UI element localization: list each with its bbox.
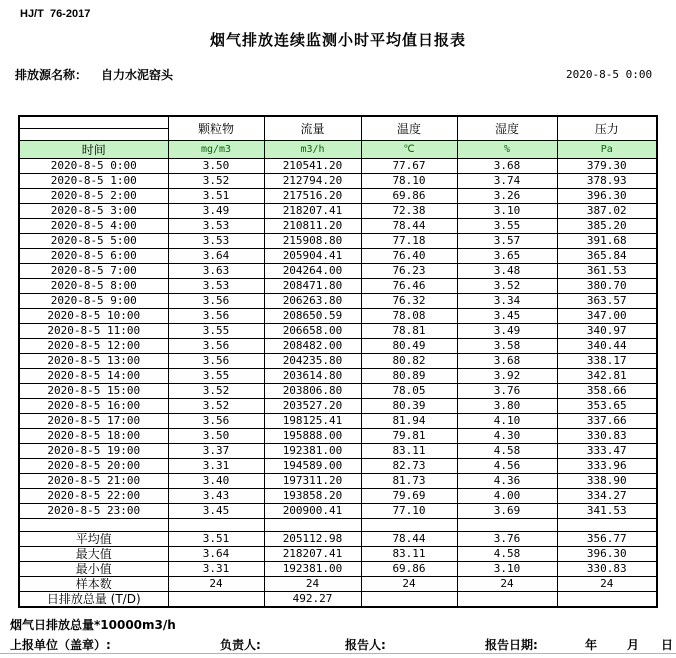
summary-value-cell: 218207.41 bbox=[264, 547, 361, 562]
time-cell: 2020-8-5 7:00 bbox=[19, 264, 168, 279]
value-cell: 3.56 bbox=[168, 309, 264, 324]
summary-value-cell bbox=[361, 592, 457, 608]
table-row bbox=[19, 279, 657, 294]
summary-value-cell: 3.31 bbox=[168, 562, 264, 577]
value-cell: 3.64 bbox=[168, 249, 264, 264]
value-cell: 358.66 bbox=[557, 384, 657, 399]
table-row bbox=[19, 219, 657, 234]
summary-value-cell: 83.11 bbox=[361, 547, 457, 562]
day-label: 日 bbox=[661, 638, 674, 652]
summary-value-cell: 330.83 bbox=[557, 562, 657, 577]
summary-label-sample-count: 样本数 bbox=[19, 577, 168, 592]
summary-row-sample-count bbox=[19, 577, 657, 592]
value-cell: 77.18 bbox=[361, 234, 457, 249]
value-cell: 83.11 bbox=[361, 444, 457, 459]
value-cell: 3.68 bbox=[457, 159, 557, 174]
value-cell: 347.00 bbox=[557, 309, 657, 324]
table-row bbox=[19, 249, 657, 264]
source-row bbox=[15, 66, 173, 83]
time-cell: 2020-8-5 0:00 bbox=[19, 159, 168, 174]
blank-cell bbox=[361, 519, 457, 532]
time-cell: 2020-8-5 12:00 bbox=[19, 339, 168, 354]
reporter-label: 报告人: bbox=[345, 638, 386, 652]
summary-row-max bbox=[19, 547, 657, 562]
value-cell: 76.46 bbox=[361, 279, 457, 294]
value-cell: 80.82 bbox=[361, 354, 457, 369]
table-row bbox=[19, 354, 657, 369]
summary-value-cell: 3.76 bbox=[457, 532, 557, 547]
value-cell: 3.55 bbox=[457, 219, 557, 234]
summary-value-cell: 69.86 bbox=[361, 562, 457, 577]
source-name-label: 排放源名称： bbox=[15, 68, 88, 82]
table-row bbox=[19, 234, 657, 249]
value-cell: 3.50 bbox=[168, 159, 264, 174]
blank-cell bbox=[168, 519, 264, 532]
time-cell: 2020-8-5 5:00 bbox=[19, 234, 168, 249]
value-cell: 3.45 bbox=[168, 504, 264, 519]
value-cell: 210811.20 bbox=[264, 219, 361, 234]
responsible-person-label: 负责人: bbox=[220, 638, 261, 652]
table-row bbox=[19, 264, 657, 279]
table-row bbox=[19, 309, 657, 324]
month-label: 月 bbox=[627, 638, 640, 652]
value-cell: 79.69 bbox=[361, 489, 457, 504]
value-cell: 78.81 bbox=[361, 324, 457, 339]
value-cell: 3.52 bbox=[168, 399, 264, 414]
separator-body bbox=[19, 519, 657, 532]
summary-label-daily-total: 日排放总量 (T/D) bbox=[19, 592, 168, 608]
table-row bbox=[19, 504, 657, 519]
value-cell: 391.68 bbox=[557, 234, 657, 249]
time-cell: 2020-8-5 11:00 bbox=[19, 324, 168, 339]
value-cell: 3.50 bbox=[168, 429, 264, 444]
summary-rows-body bbox=[19, 532, 657, 608]
value-cell: 3.55 bbox=[168, 324, 264, 339]
value-cell: 340.97 bbox=[557, 324, 657, 339]
unit-flow: m3/h bbox=[264, 141, 361, 159]
value-cell: 379.30 bbox=[557, 159, 657, 174]
time-cell: 2020-8-5 9:00 bbox=[19, 294, 168, 309]
summary-label-max: 最大值 bbox=[19, 547, 168, 562]
value-cell: 193858.20 bbox=[264, 489, 361, 504]
value-cell: 3.56 bbox=[168, 339, 264, 354]
value-cell: 204264.00 bbox=[264, 264, 361, 279]
time-cell: 2020-8-5 21:00 bbox=[19, 474, 168, 489]
value-cell: 3.53 bbox=[168, 279, 264, 294]
value-cell: 4.30 bbox=[457, 429, 557, 444]
time-header-spacer-bottom bbox=[19, 129, 168, 141]
reporting-unit-label: 上报单位（盖章）: bbox=[10, 638, 111, 652]
table-row bbox=[19, 294, 657, 309]
value-cell: 80.39 bbox=[361, 399, 457, 414]
value-cell: 208482.00 bbox=[264, 339, 361, 354]
col-header-particulate: 颗粒物 bbox=[168, 116, 264, 141]
unit-pressure: Pa bbox=[557, 141, 657, 159]
time-cell: 2020-8-5 13:00 bbox=[19, 354, 168, 369]
value-cell: 76.23 bbox=[361, 264, 457, 279]
blank-cell bbox=[19, 519, 168, 532]
summary-value-cell: 205112.98 bbox=[264, 532, 361, 547]
value-cell: 210541.20 bbox=[264, 159, 361, 174]
value-cell: 363.57 bbox=[557, 294, 657, 309]
signature-row bbox=[0, 636, 676, 652]
value-cell: 215908.80 bbox=[264, 234, 361, 249]
summary-value-cell: 24 bbox=[168, 577, 264, 592]
value-cell: 203614.80 bbox=[264, 369, 361, 384]
value-cell: 208650.59 bbox=[264, 309, 361, 324]
value-cell: 333.96 bbox=[557, 459, 657, 474]
bottom-divider bbox=[0, 653, 676, 654]
value-cell: 333.47 bbox=[557, 444, 657, 459]
value-cell: 4.36 bbox=[457, 474, 557, 489]
time-cell: 2020-8-5 8:00 bbox=[19, 279, 168, 294]
summary-row-average bbox=[19, 532, 657, 547]
table-row bbox=[19, 459, 657, 474]
time-cell: 2020-8-5 22:00 bbox=[19, 489, 168, 504]
value-cell: 78.44 bbox=[361, 219, 457, 234]
table-row bbox=[19, 159, 657, 174]
value-cell: 3.45 bbox=[457, 309, 557, 324]
unit-humidity: % bbox=[457, 141, 557, 159]
value-cell: 206263.80 bbox=[264, 294, 361, 309]
value-cell: 205904.41 bbox=[264, 249, 361, 264]
value-cell: 3.53 bbox=[168, 219, 264, 234]
summary-value-cell: 356.77 bbox=[557, 532, 657, 547]
value-cell: 3.52 bbox=[168, 174, 264, 189]
value-cell: 338.17 bbox=[557, 354, 657, 369]
value-cell: 3.76 bbox=[457, 384, 557, 399]
summary-value-cell: 78.44 bbox=[361, 532, 457, 547]
value-cell: 3.92 bbox=[457, 369, 557, 384]
value-cell: 387.02 bbox=[557, 204, 657, 219]
table-row bbox=[19, 339, 657, 354]
value-cell: 341.53 bbox=[557, 504, 657, 519]
value-cell: 208471.80 bbox=[264, 279, 361, 294]
col-header-temperature: 温度 bbox=[361, 116, 457, 141]
value-cell: 72.38 bbox=[361, 204, 457, 219]
col-header-pressure: 压力 bbox=[557, 116, 657, 141]
value-cell: 77.67 bbox=[361, 159, 457, 174]
value-cell: 330.83 bbox=[557, 429, 657, 444]
value-cell: 80.49 bbox=[361, 339, 457, 354]
value-cell: 338.90 bbox=[557, 474, 657, 489]
time-cell: 2020-8-5 6:00 bbox=[19, 249, 168, 264]
time-cell: 2020-8-5 10:00 bbox=[19, 309, 168, 324]
value-cell: 203806.80 bbox=[264, 384, 361, 399]
time-cell: 2020-8-5 20:00 bbox=[19, 459, 168, 474]
value-cell: 353.65 bbox=[557, 399, 657, 414]
value-cell: 334.27 bbox=[557, 489, 657, 504]
value-cell: 218207.41 bbox=[264, 204, 361, 219]
value-cell: 3.63 bbox=[168, 264, 264, 279]
doc-code: HJ/T 76-2017 bbox=[20, 8, 91, 20]
table-row bbox=[19, 444, 657, 459]
value-cell: 192381.00 bbox=[264, 444, 361, 459]
value-cell: 206658.00 bbox=[264, 324, 361, 339]
time-header-spacer-top bbox=[19, 116, 168, 129]
value-cell: 3.49 bbox=[168, 204, 264, 219]
report-datetime: 2020-8-5 0:00 bbox=[566, 68, 653, 81]
page-title: 烟气排放连续监测小时平均值日报表 bbox=[209, 31, 466, 49]
summary-value-cell: 396.30 bbox=[557, 547, 657, 562]
value-cell: 3.51 bbox=[168, 189, 264, 204]
value-cell: 3.80 bbox=[457, 399, 557, 414]
value-cell: 198125.41 bbox=[264, 414, 361, 429]
table-header-body bbox=[19, 116, 657, 159]
table-row bbox=[19, 174, 657, 189]
value-cell: 361.53 bbox=[557, 264, 657, 279]
value-cell: 3.57 bbox=[457, 234, 557, 249]
col-header-flow: 流量 bbox=[264, 116, 361, 141]
time-cell: 2020-8-5 4:00 bbox=[19, 219, 168, 234]
value-cell: 4.56 bbox=[457, 459, 557, 474]
value-cell: 3.10 bbox=[457, 204, 557, 219]
value-cell: 3.52 bbox=[168, 384, 264, 399]
value-cell: 82.73 bbox=[361, 459, 457, 474]
monitoring-table bbox=[18, 115, 658, 608]
time-cell: 2020-8-5 18:00 bbox=[19, 429, 168, 444]
value-cell: 78.05 bbox=[361, 384, 457, 399]
value-cell: 3.68 bbox=[457, 354, 557, 369]
time-cell: 2020-8-5 16:00 bbox=[19, 399, 168, 414]
summary-value-cell: 24 bbox=[557, 577, 657, 592]
value-cell: 3.65 bbox=[457, 249, 557, 264]
blank-cell bbox=[557, 519, 657, 532]
value-cell: 342.81 bbox=[557, 369, 657, 384]
value-cell: 3.55 bbox=[168, 369, 264, 384]
value-cell: 79.81 bbox=[361, 429, 457, 444]
value-cell: 78.10 bbox=[361, 174, 457, 189]
value-cell: 78.08 bbox=[361, 309, 457, 324]
value-cell: 3.43 bbox=[168, 489, 264, 504]
time-cell: 2020-8-5 15:00 bbox=[19, 384, 168, 399]
value-cell: 337.66 bbox=[557, 414, 657, 429]
value-cell: 3.56 bbox=[168, 294, 264, 309]
value-cell: 3.52 bbox=[457, 279, 557, 294]
unit-row bbox=[19, 141, 657, 159]
unit-particulate: mg/m3 bbox=[168, 141, 264, 159]
summary-value-cell: 24 bbox=[361, 577, 457, 592]
summary-value-cell: 3.64 bbox=[168, 547, 264, 562]
time-cell: 2020-8-5 23:00 bbox=[19, 504, 168, 519]
table-row bbox=[19, 324, 657, 339]
value-cell: 365.84 bbox=[557, 249, 657, 264]
summary-label-min: 最小值 bbox=[19, 562, 168, 577]
summary-value-cell: 492.27 bbox=[264, 592, 361, 608]
value-cell: 69.86 bbox=[361, 189, 457, 204]
time-cell: 2020-8-5 19:00 bbox=[19, 444, 168, 459]
source-name-value: 自力水泥窑头 bbox=[101, 68, 174, 82]
summary-value-cell: 3.51 bbox=[168, 532, 264, 547]
value-cell: 197311.20 bbox=[264, 474, 361, 489]
value-cell: 80.89 bbox=[361, 369, 457, 384]
value-cell: 76.40 bbox=[361, 249, 457, 264]
value-cell: 204235.80 bbox=[264, 354, 361, 369]
summary-value-cell bbox=[168, 592, 264, 608]
time-cell: 2020-8-5 2:00 bbox=[19, 189, 168, 204]
time-cell: 2020-8-5 14:00 bbox=[19, 369, 168, 384]
value-cell: 3.56 bbox=[168, 354, 264, 369]
summary-value-cell: 24 bbox=[264, 577, 361, 592]
value-cell: 76.32 bbox=[361, 294, 457, 309]
summary-value-cell bbox=[457, 592, 557, 608]
summary-label-average: 平均值 bbox=[19, 532, 168, 547]
value-cell: 212794.20 bbox=[264, 174, 361, 189]
table-row bbox=[19, 369, 657, 384]
summary-value-cell: 24 bbox=[457, 577, 557, 592]
value-cell: 81.73 bbox=[361, 474, 457, 489]
time-cell: 2020-8-5 1:00 bbox=[19, 174, 168, 189]
value-cell: 194589.00 bbox=[264, 459, 361, 474]
time-header-cell: 时间 bbox=[19, 141, 168, 159]
data-rows-body bbox=[19, 159, 657, 519]
time-cell: 2020-8-5 17:00 bbox=[19, 414, 168, 429]
header-row-top bbox=[19, 116, 657, 129]
value-cell: 340.44 bbox=[557, 339, 657, 354]
value-cell: 3.53 bbox=[168, 234, 264, 249]
value-cell: 4.58 bbox=[457, 444, 557, 459]
table-row bbox=[19, 489, 657, 504]
summary-value-cell: 192381.00 bbox=[264, 562, 361, 577]
value-cell: 3.37 bbox=[168, 444, 264, 459]
value-cell: 3.40 bbox=[168, 474, 264, 489]
value-cell: 217516.20 bbox=[264, 189, 361, 204]
table-row bbox=[19, 189, 657, 204]
value-cell: 4.10 bbox=[457, 414, 557, 429]
value-cell: 81.94 bbox=[361, 414, 457, 429]
year-label: 年 bbox=[585, 638, 598, 652]
summary-row-daily-total bbox=[19, 592, 657, 608]
value-cell: 3.69 bbox=[457, 504, 557, 519]
value-cell: 4.00 bbox=[457, 489, 557, 504]
table-row bbox=[19, 399, 657, 414]
value-cell: 3.48 bbox=[457, 264, 557, 279]
table-row bbox=[19, 474, 657, 489]
blank-cell bbox=[264, 519, 361, 532]
summary-value-cell: 3.10 bbox=[457, 562, 557, 577]
time-cell: 2020-8-5 3:00 bbox=[19, 204, 168, 219]
summary-value-cell: 4.58 bbox=[457, 547, 557, 562]
report-date-label: 报告日期: bbox=[485, 638, 538, 652]
value-cell: 203527.20 bbox=[264, 399, 361, 414]
blank-cell bbox=[457, 519, 557, 532]
value-cell: 3.74 bbox=[457, 174, 557, 189]
col-header-humidity: 湿度 bbox=[457, 116, 557, 141]
table-row bbox=[19, 429, 657, 444]
value-cell: 3.49 bbox=[457, 324, 557, 339]
value-cell: 385.20 bbox=[557, 219, 657, 234]
summary-value-cell bbox=[557, 592, 657, 608]
value-cell: 3.34 bbox=[457, 294, 557, 309]
value-cell: 3.26 bbox=[457, 189, 557, 204]
blank-row bbox=[19, 519, 657, 532]
daily-total-note: 烟气日排放总量*10000m3/h bbox=[10, 618, 176, 632]
unit-temperature: ℃ bbox=[361, 141, 457, 159]
summary-row-min bbox=[19, 562, 657, 577]
value-cell: 77.10 bbox=[361, 504, 457, 519]
table-row bbox=[19, 204, 657, 219]
value-cell: 378.93 bbox=[557, 174, 657, 189]
value-cell: 380.70 bbox=[557, 279, 657, 294]
value-cell: 200900.41 bbox=[264, 504, 361, 519]
value-cell: 3.58 bbox=[457, 339, 557, 354]
table-row bbox=[19, 384, 657, 399]
table-row bbox=[19, 414, 657, 429]
value-cell: 3.31 bbox=[168, 459, 264, 474]
value-cell: 3.56 bbox=[168, 414, 264, 429]
value-cell: 396.30 bbox=[557, 189, 657, 204]
value-cell: 195888.00 bbox=[264, 429, 361, 444]
